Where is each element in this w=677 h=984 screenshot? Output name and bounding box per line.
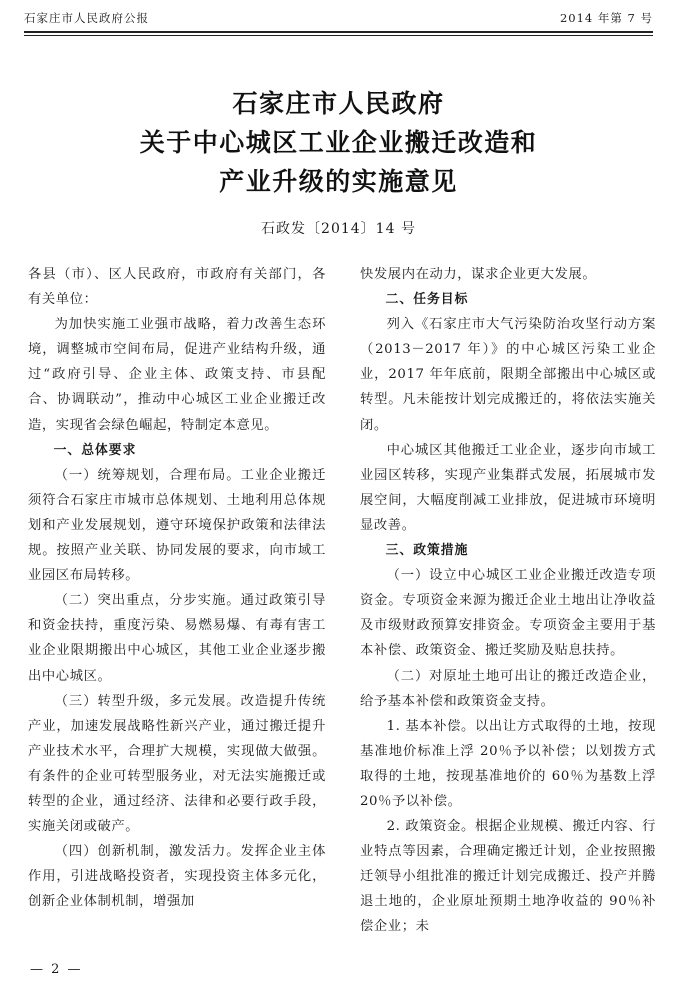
running-header	[24, 8, 653, 26]
title-line-1: 石家庄市人民政府	[232, 89, 445, 118]
right-column	[360, 262, 656, 940]
paragraph-policy-funds: 2. 政策资金。根据企业规模、搬迁内容、行业特点等因素，合理确定搬迁计划，企业按照搬迁领导小组批准的搬迁计划完成搬迁、投产并腾退土地的，企业原址预期土地净收益的 90％补偿企业；未	[360, 819, 656, 935]
section-heading-general-requirements: 一、总体要求	[53, 442, 137, 458]
section-heading-task-goals: 二、任务目标	[385, 292, 469, 308]
salutation: 各县（市）、区人民政府，市政府有关部门，各有关单位：	[28, 267, 326, 308]
paragraph-intro: 为加快实施工业强市战略，着力改善生态环境，调整城市空间布局，促进产业结构升级，通过“政府引导、企业主体、政策支持、市县配合、协调联动”，推动中心城区工业企业搬迁改造，实现省会绿色崛起，特制定本意见。	[28, 317, 326, 433]
paragraph-compensation: （二）对原址土地可出让的搬迁改造企业，给予基本补偿和政策资金支持。	[360, 668, 656, 709]
title-line-2: 关于中心城区工业企业搬迁改造和	[139, 128, 538, 157]
page-number: — 2 —	[30, 962, 83, 977]
journal-name: 石家庄市人民政府公报	[24, 11, 149, 25]
document-title	[0, 84, 677, 201]
issue-number: 2014 年第 7 号	[559, 11, 653, 25]
left-column	[28, 262, 326, 914]
paragraph-planning: （一）统筹规划，合理布局。工业企业搬迁须符合石家庄市城市总体规划、土地利用总体规划和产业发展规划，遵守环境保护政策和法律法规。按照产业关联、协同发展的要求，向市域工业园区布局转移。	[28, 467, 326, 584]
paragraph-priorities: （二）突出重点，分步实施。通过政策引导和资金扶持，重度污染、易燃易爆、有毒有害工业企业限期搬出中心城区，其他工业企业逐步搬出中心城区。	[28, 593, 326, 684]
paragraph-mechanism: （四）创新机制，激发活力。发挥企业主体作用，引进战略投资者，实现投资主体多元化，创新企业体制机制，增强加	[28, 844, 326, 910]
paragraph-other-enterprises: 中心城区其他搬迁工业企业，逐步向市域工业园区转移，实现产业集群式发展，拓展城市发展空间，大幅度削减工业排放，促进城市环境明显改善。	[360, 442, 656, 533]
paragraph-transformation: （三）转型升级，多元发展。改造提升传统产业，加速发展战略性新兴产业，通过搬迁提升产业技术水平，合理扩大规模，实现做大做强。有条件的企业可转型服务业，对无法实施搬迁或转型的企业，通过经济、法律和必要行政手段，实施关闭或破产。	[28, 693, 326, 835]
paragraph-continuation: 快发展内在动力，谋求企业更大发展。	[360, 267, 597, 282]
paragraph-special-fund: （一）设立中心城区工业企业搬迁改造专项资金。专项资金来源为搬迁企业土地出让净收益及市级财政预算安排资金。专项资金主要用于基本补偿、政策资金、搬迁奖励及贴息扶持。	[360, 568, 656, 659]
paragraph-targets: 列入《石家庄市大气污染防治攻坚行动方案（2013－2017 年）》的中心城区污染工业企业，2017 年年底前，限期全部搬出中心城区或转型。凡未能按计划完成搬迁的，将依法实施关闭。	[360, 317, 656, 433]
section-heading-policy-measures: 三、政策措施	[385, 543, 469, 559]
title-line-3: 产业升级的实施意见	[219, 167, 458, 196]
document-number: 石政发〔2014〕14 号	[261, 221, 416, 237]
header-rule-thin	[24, 35, 653, 36]
header-rule	[24, 31, 653, 33]
paragraph-basic-compensation: 1. 基本补偿。以出让方式取得的土地，按现基准地价标准上浮 20％予以补偿；以划拨方式取得的土地，按现基准地价的 60％为基数上浮 20％予以补偿。	[360, 718, 656, 809]
